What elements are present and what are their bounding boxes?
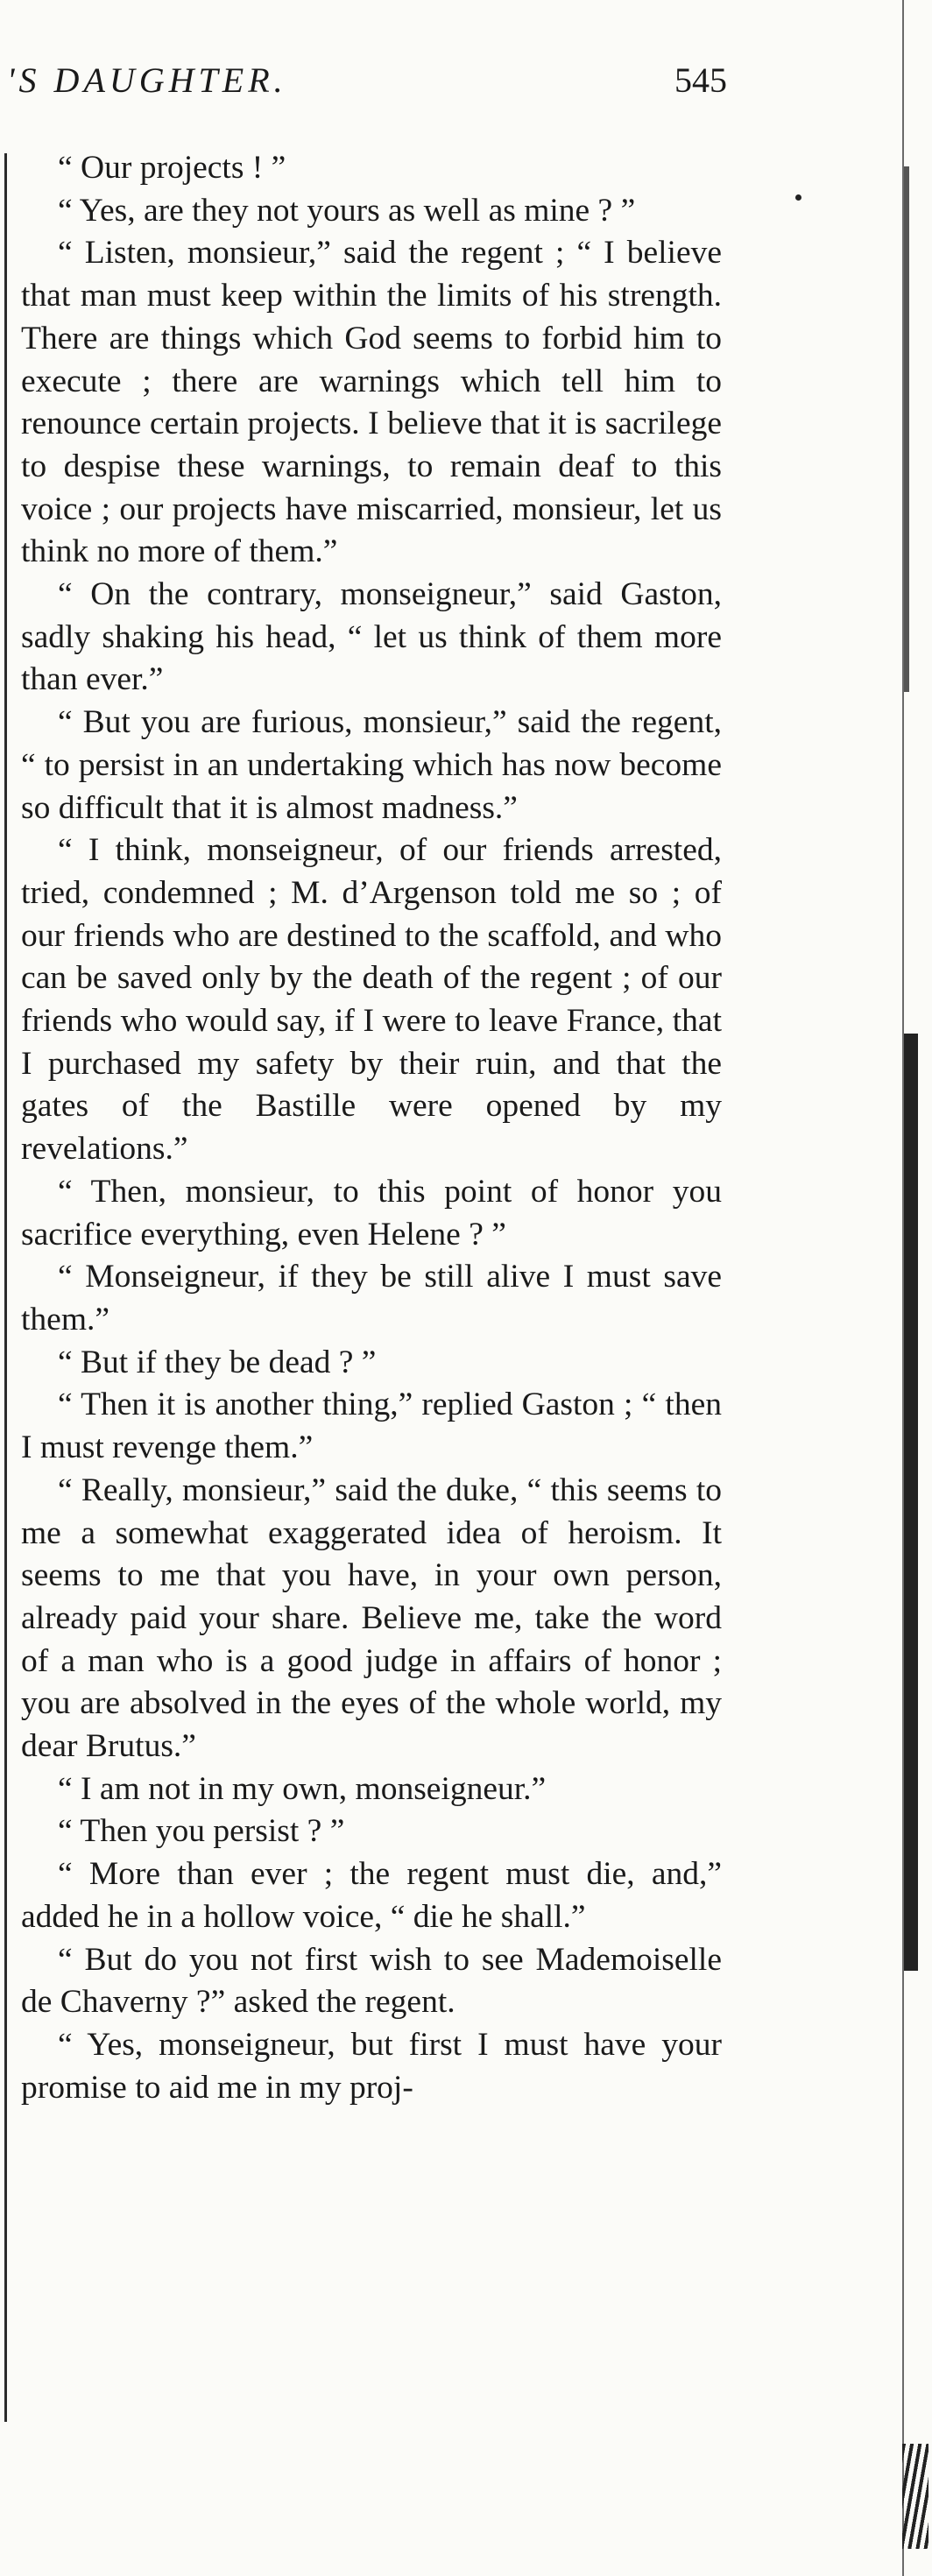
binding-shadow-upper bbox=[904, 166, 909, 692]
paragraph: “ On the contrary, monseigneur,” said Gaston, sadly shaking his head, “ let us think of them more than ever.” bbox=[21, 576, 722, 698]
paragraph: “ I am not in my own, monseigneur.” bbox=[58, 1770, 547, 1807]
paragraph: “ More than ever ; the regent must die, and,” added he in a hollow voice, “ die he shall.” bbox=[21, 1856, 722, 1935]
ink-speck bbox=[795, 194, 801, 201]
column-rule bbox=[4, 153, 7, 2422]
paragraph: “ Listen, monsieur,” said the regent ; “ I believe that man must keep within the limits of his strength. There are things which God seems to forbid him to execute ; there are warnings which tell him to renounce certain projects. I believe that it is sacrilege to despise these warnings, to remain deaf to this voice ; our projects have miscarried, monsieur, let us think no more of them.” bbox=[21, 235, 722, 570]
running-title: 'S DAUGHTER. bbox=[7, 60, 287, 100]
paragraph: “ But you are furious, monsieur,” said the regent, “ to persist in an undertaking which has now become so difficult that it is almost madness.” bbox=[21, 704, 722, 826]
paragraph: “ But if they be dead ? ” bbox=[58, 1344, 377, 1380]
running-head bbox=[0, 60, 727, 112]
paragraph: “ Then, monsieur, to this point of honor you sacrifice everything, even Helene ? ” bbox=[21, 1173, 722, 1253]
paragraph: “ Monseigneur, if they be still alive I must save them.” bbox=[21, 1259, 722, 1337]
paragraph: “ Then it is another thing,” replied Gaston ; “ then I must revenge them.” bbox=[21, 1387, 722, 1466]
paragraph: “ Our projects ! ” bbox=[58, 150, 286, 186]
paragraph: “ Then you persist ? ” bbox=[58, 1813, 345, 1850]
paragraph: “ Yes, monseigneur, but first I must have your promise to aid me in my proj- bbox=[21, 2026, 722, 2106]
page-number: 545 bbox=[674, 60, 727, 100]
paragraph: “ Really, monsieur,” said the duke, “ this seems to me a somewhat exaggerated idea of heroism. It seems to me that you have, in your own person, already paid your share. Believe me, take the word of a man who is a good judge in affairs of honor ; you are absolved in the eyes of the whole world, my dear Brutus.” bbox=[21, 1471, 722, 1765]
paragraph: “ I think, monseigneur, of our friends arrested, tried, condemned ; M. d’Argenson told me so ; of our friends who are destined to the scaffold, and who can be saved only by the death of the regent ; of our friends who would say, if I were to leave France, that I purchased my safety by their ruin, and that the gates of the Bastille were opened by my revelations.” bbox=[21, 832, 722, 1168]
text-column bbox=[21, 147, 722, 2109]
binding-shadow bbox=[904, 1034, 918, 1971]
paragraph: “ But do you not first wish to see Mademoiselle de Chaverny ?” asked the regent. bbox=[21, 1941, 722, 2021]
binding-scribble bbox=[902, 2444, 928, 2549]
page-binding-edge bbox=[902, 0, 932, 2576]
paragraph: “ Yes, are they not yours as well as mine ? ” bbox=[58, 192, 636, 229]
